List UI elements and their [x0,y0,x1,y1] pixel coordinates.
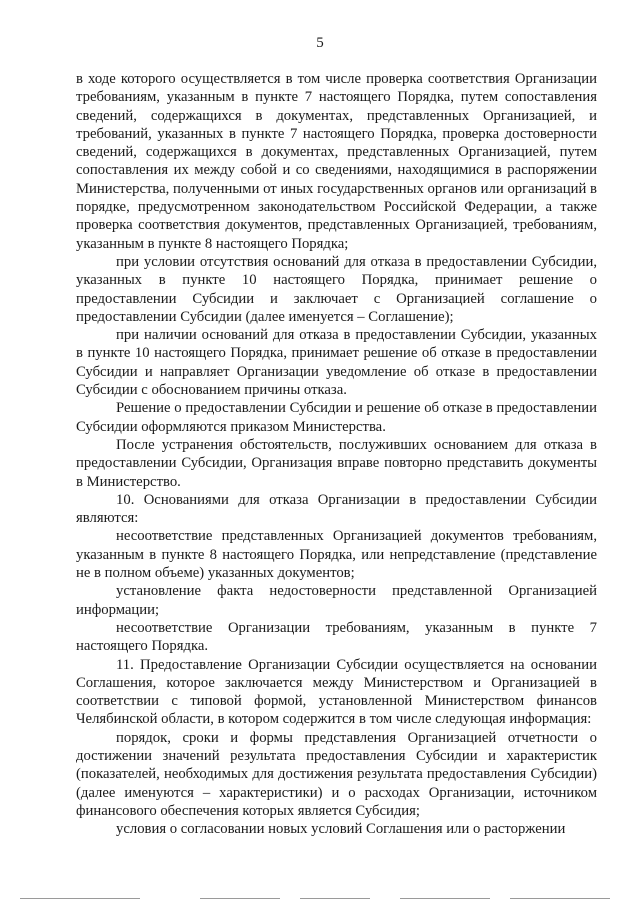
page-number: 5 [316,35,324,51]
paragraph-ground-noncompliance-docs: несоответствие представленных Организацией документов требованиям, указанным в пункте 8 настоящего Порядка, или непредставление (представление не в полном объеме) указанных документов; [76,528,597,582]
paragraph-item-11-agreement: 11. Предоставление Организации Субсидии осуществляется на основании Соглашения, которое заключается между Министерством и Организацией в соответствии с типовой формой, установленной Министерством финансов Челябинской области, в котором содержится в том числе следующая информация: [76,656,597,728]
paragraph-review-process: в ходе которого осуществляется в том числе проверка соответствия Организации требованиям, указанным в пункте 7 настоящего Порядка, путем сопоставления сведений, содержащихся в документах, представленных Организацией, и требований, указанных в пункте 7 настоящего Порядка, проверка достоверности сведений, содержащихся в документах, представленных Организацией, путем сопоставления их между собой и со сведениями, находящимися в распоряжении Министерства, полученными от иных государственных органов или организаций в порядке, предусмотренном законодательством Российской Федерации, а также проверка соответствия документов, представленных Организацией, требованиям, указанным в пункте 8 настоящего Порядка; [76,71,597,252]
paragraph-grant-decision: при условии отсутствия оснований для отказа в предоставлении Субсидии, указанных в пункте 10 настоящего Порядка, принимает решение о предоставлении Субсидии и заключает с Организацией соглашение о предоставлении Субсидии (далее именуется – Соглашение); [76,253,597,325]
paragraph-refusal-decision: при наличии оснований для отказа в предоставлении Субсидии, указанных в пункте 10 настоящего Порядка, принимает решение об отказе в предоставлении Субсидии и направляет Организации уведомление об отказе в предоставлении Субсидии с обоснованием причины отказа. [76,327,597,399]
paragraph-order-formalization: Решение о предоставлении Субсидии и решение об отказе в предоставлении Субсидии оформляются приказом Министерства. [76,400,597,435]
scan-edge-marks [0,896,640,905]
paragraph-agreement-changes: условия о согласовании новых условий Соглашения или о расторжении [116,821,566,838]
paragraph-reporting-terms: порядок, сроки и формы представления Организацией отчетности о достижении значений результата предоставления Субсидии и характеристик (показателей, необходимых для достижения результата предоставления Субсидии) (далее именуются – характеристики) и о расходах Организации, источником финансового обеспечения которых является Субсидия; [76,729,597,819]
paragraph-resubmission: После устранения обстоятельств, послуживших основанием для отказа в предоставлении Субсидии, Организация вправе повторно представить документы в Министерство. [76,436,597,490]
paragraph-item-10-heading: 10. Основаниями для отказа Организации в предоставлении Субсидии являются: [76,491,597,527]
paragraph-ground-org-noncompliance: несоответствие Организации требованиям, указанным в пункте 7 настоящего Порядка. [76,619,597,655]
document-body [76,70,597,838]
paragraph-ground-false-info: установление факта недостоверности представленной Организацией информации; [76,583,597,618]
